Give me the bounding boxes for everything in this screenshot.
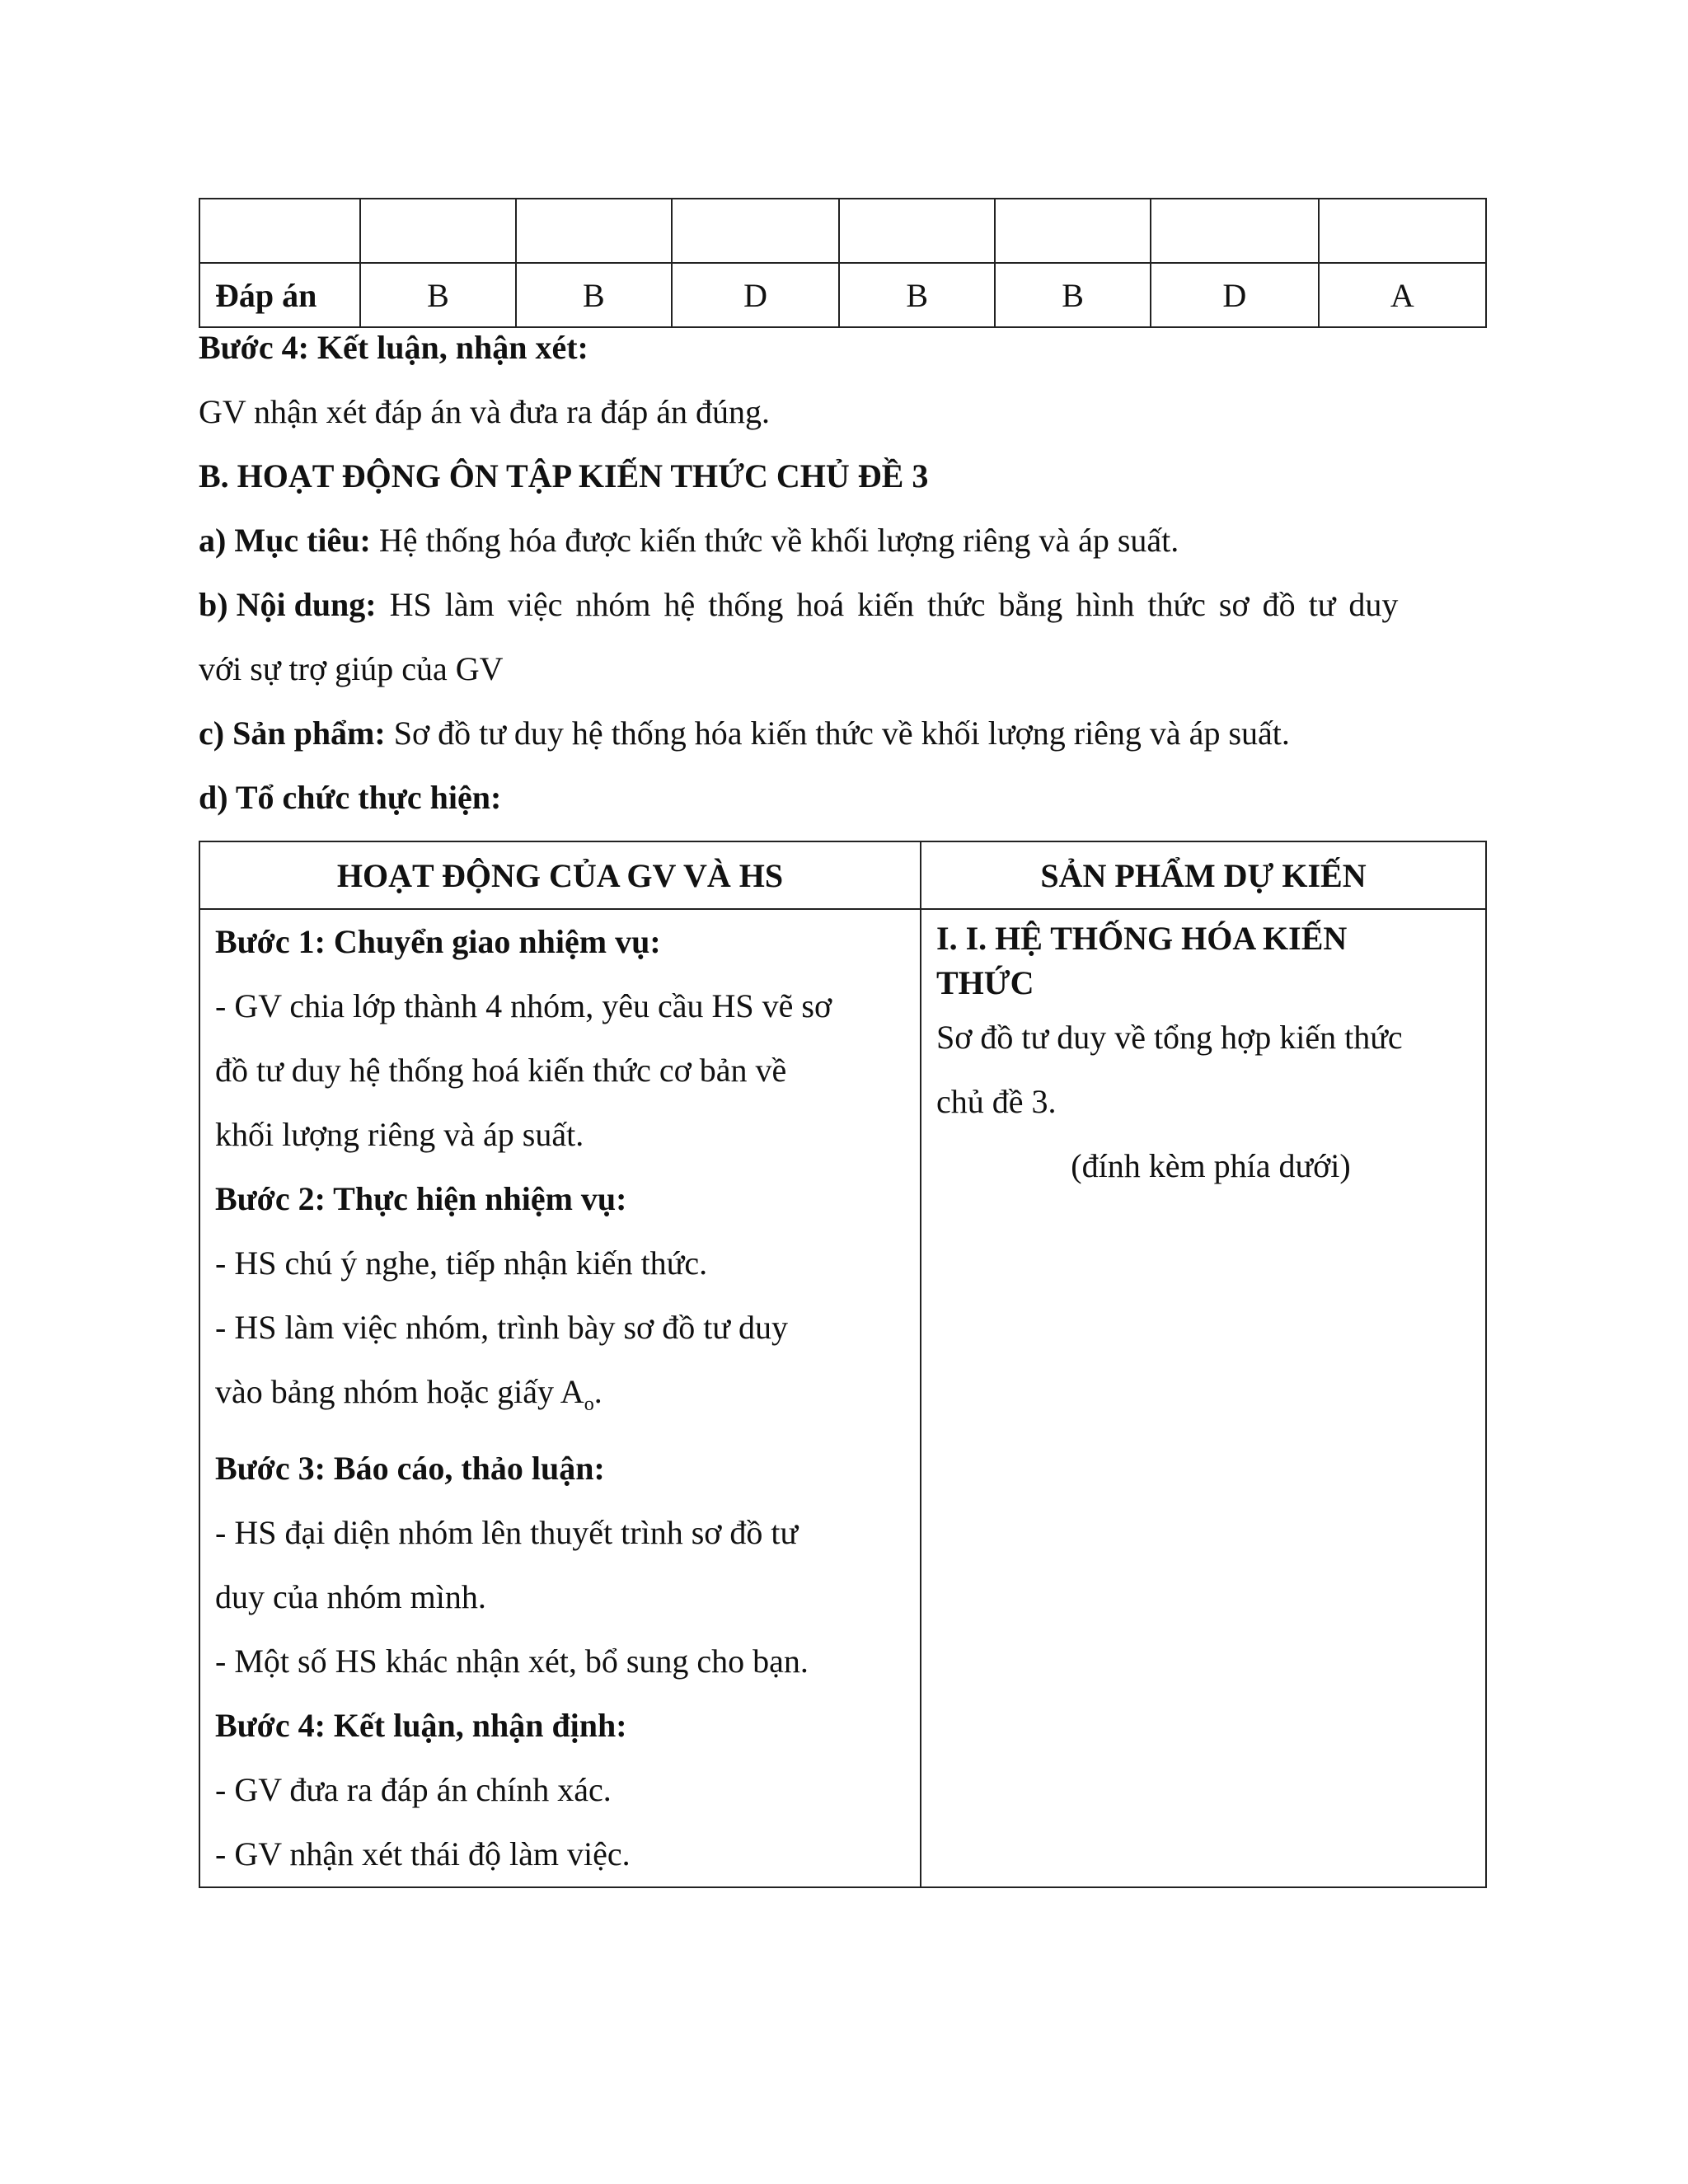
step4-title: Bước 4: Kết luận, nhận xét:	[199, 329, 588, 366]
step4-text: GV nhận xét đáp án và đưa ra đáp án đúng.	[199, 393, 770, 430]
answer-cell: A	[1319, 263, 1486, 327]
table-cell	[995, 199, 1151, 263]
step2-line-end: .	[593, 1373, 603, 1410]
step3-line: duy của nhóm mình.	[215, 1578, 486, 1615]
activities-cell	[199, 909, 921, 1887]
objective-text: Hệ thống hóa được kiến thức về khối lượng riêng và áp suất.	[370, 522, 1179, 559]
table-cell	[516, 199, 672, 263]
objective-line	[199, 521, 1179, 560]
content-line-2: với sự trợ giúp của GV	[199, 650, 504, 687]
step4-line: - GV đưa ra đáp án chính xác.	[215, 1771, 612, 1808]
step3-line: - HS đại diện nhóm lên thuyết trình sơ đồ tư	[215, 1514, 799, 1551]
content-text: HS làm việc nhóm hệ thống hoá kiến thức bằng hình thức sơ đồ tư duy	[376, 586, 1399, 623]
step2-line: - HS làm việc nhóm, trình bày sơ đồ tư duy	[215, 1309, 788, 1346]
content-line	[199, 585, 1487, 624]
table-cell	[839, 199, 995, 263]
attachment-note: (đính kèm phía dưới)	[1071, 1147, 1351, 1184]
organization-label: d) Tổ chức thực hiện:	[199, 779, 502, 816]
step1-line: khối lượng riêng và áp suất.	[215, 1116, 584, 1153]
product-label: c) Sản phẩm:	[199, 715, 386, 752]
activity-table-header	[199, 841, 1486, 909]
step1-line: đồ tư duy hệ thống hoá kiến thức cơ bản về	[215, 1052, 787, 1089]
product-line	[199, 714, 1290, 752]
answer-table	[199, 198, 1487, 328]
product-text: Sơ đồ tư duy hệ thống hóa kiến thức về khối lượng riêng và áp suất.	[385, 715, 1290, 752]
answer-table-row	[199, 263, 1486, 327]
table-cell	[672, 199, 839, 263]
products-cell	[921, 909, 1486, 1887]
answer-cell: D	[1151, 263, 1318, 327]
answer-cell: B	[995, 263, 1151, 327]
mindmap-text-2: chủ đề 3.	[936, 1083, 1057, 1120]
knowledge-heading: I. I. HỆ THỐNG HÓA KIẾN	[936, 920, 1348, 957]
table-cell	[1151, 199, 1318, 263]
step1-line: - GV chia lớp thành 4 nhóm, yêu cầu HS vẽ sơ	[215, 987, 832, 1024]
step2-line	[215, 1360, 920, 1436]
step4-title-table: Bước 4: Kết luận, nhận định:	[215, 1707, 627, 1744]
answer-cell: D	[672, 263, 839, 327]
step2-line-text: vào bảng nhóm hoặc giấy A	[215, 1373, 584, 1410]
answer-cell: B	[360, 263, 516, 327]
section-b-heading: B. HOẠT ĐỘNG ÔN TẬP KIẾN THỨC CHỦ ĐỀ 3	[199, 457, 929, 494]
knowledge-heading-2: THỨC	[936, 964, 1034, 1001]
answer-table-blank-row	[199, 199, 1486, 263]
subscript: o	[584, 1394, 594, 1415]
activity-table	[199, 841, 1487, 1888]
col-header-products: SẢN PHẨM DỰ KIẾN	[921, 841, 1486, 909]
answer-cell: B	[516, 263, 672, 327]
step1-title: Bước 1: Chuyển giao nhiệm vụ:	[215, 923, 661, 960]
step2-line: - HS chú ý nghe, tiếp nhận kiến thức.	[215, 1244, 708, 1282]
answer-label: Đáp án	[199, 263, 360, 327]
col-header-activities: HOẠT ĐỘNG CỦA GV VÀ HS	[199, 841, 921, 909]
table-cell	[199, 199, 360, 263]
content-label: b) Nội dung:	[199, 586, 377, 623]
step3-line: - Một số HS khác nhận xét, bổ sung cho bạn.	[215, 1643, 809, 1680]
objective-label: a) Mục tiêu:	[199, 522, 371, 559]
step3-title: Bước 3: Báo cáo, thảo luận:	[215, 1450, 605, 1487]
table-cell	[360, 199, 516, 263]
step4-line: - GV nhận xét thái độ làm việc.	[215, 1835, 631, 1872]
step2-title: Bước 2: Thực hiện nhiệm vụ:	[215, 1180, 627, 1217]
mindmap-text: Sơ đồ tư duy về tổng hợp kiến thức	[936, 1019, 1403, 1056]
table-cell	[1319, 199, 1486, 263]
activity-table-row	[199, 909, 1486, 1887]
answer-cell: B	[839, 263, 995, 327]
